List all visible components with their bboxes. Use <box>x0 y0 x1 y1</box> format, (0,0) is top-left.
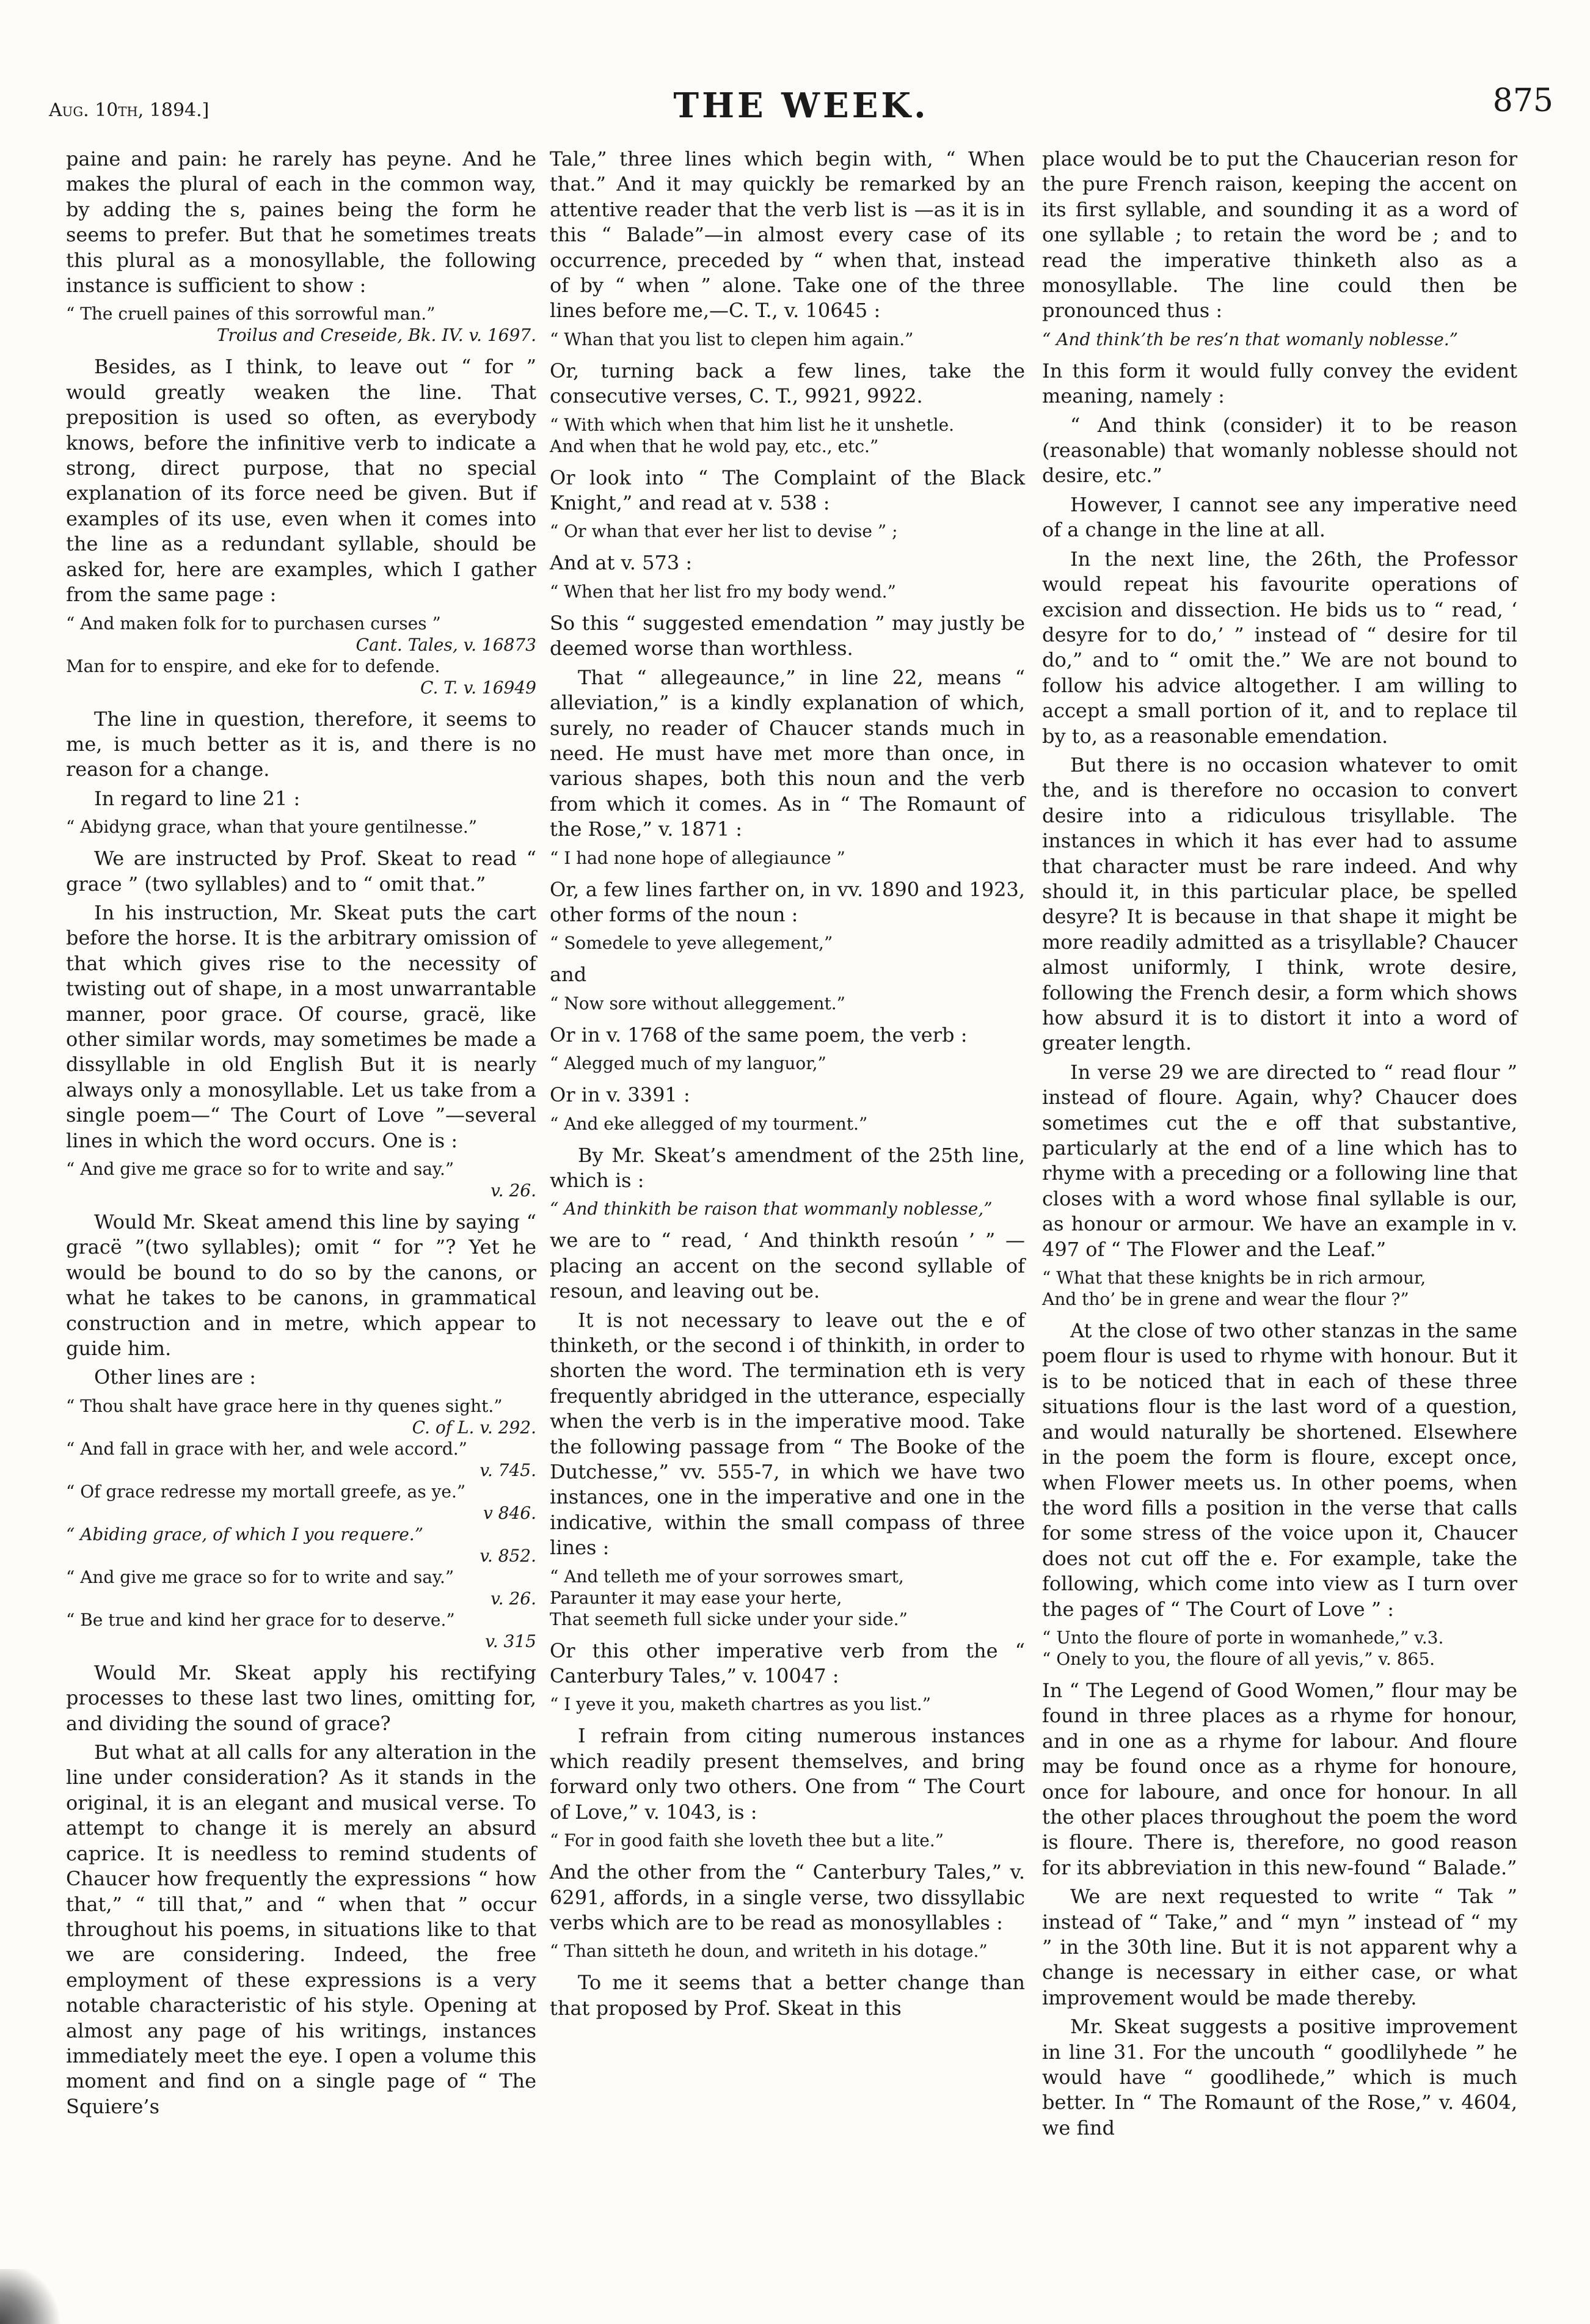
block-quote <box>550 1053 1025 1074</box>
block-quote <box>66 1395 536 1652</box>
block-quote <box>66 303 536 346</box>
quote-line: “ What that these knights be in rich armour, <box>1042 1268 1426 1288</box>
column-1 <box>66 147 536 2123</box>
quote-line: “ And eke allegged of my tourment.” <box>550 1113 868 1134</box>
quote-line: And when that he wold pay, etc., etc.” <box>550 436 879 456</box>
quote-line: “ Onely to you, the floure of all yevis,” v. 865. <box>1042 1648 1435 1669</box>
quote-line: “ And give me grace so for to write and say.” <box>66 1566 454 1587</box>
paragraph: we are to “ read, ‘ And thinkth resoún ’ ” —placing an accent on the second syllable of resoun, and leaving out be. <box>550 1229 1025 1303</box>
page-header <box>49 82 1553 137</box>
paragraph: Would Mr. Skeat apply his rectifying processes to these last two lines, omitting for, and dividing the sound of grace? <box>66 1661 536 1735</box>
block-quote <box>66 816 536 838</box>
publication-title: THE WEEK. <box>673 86 929 126</box>
block-quote <box>550 521 1025 542</box>
paragraph: We are next requested to write “ Tak ” instead of “ Take,” and “ myn ” instead of “ my ” in the 30th line. But it is not apparent why a change is necessary in either case, or what improvement would be made thereby. <box>1042 1885 1517 2009</box>
column-2 <box>550 147 1025 2025</box>
paragraph: It is not necessary to leave out the e of thinketh, or the second i of thinkith, in order to shorten the word. The termination eth is very frequently abridged in the utterance, especially when the verb is in the imperative mood. Take the following passage from “ The Booke of the Dutchesse,” vv. 555-7, in which we have two instances, one in the imperative and one in the indicative, within the small compass of three lines : <box>550 1308 1025 1560</box>
block-quote <box>550 1566 1025 1630</box>
paragraph: In regard to line 21 : <box>94 786 301 810</box>
paragraph: At the close of two other stanzas in the same poem flour is used to rhyme with honour. But it is to be noticed that in each of these three situations flour is the last word of a question, and would naturally be shortened. Elsewhere in the poem the form is floure, except once, when Flower meets us. In other poems, when the word fills a position in the verse that calls for some stress of the voice upon it, Chaucer does not cut off the e. For example, take the following, which come into view as I turn over the pages of “ The Court of Love ” : <box>1042 1319 1517 1621</box>
paragraph: Or, a few lines farther on, in vv. 1890 and 1923, other forms of the noun : <box>550 877 1025 926</box>
paragraph: Tale,” three lines which begin with, “ When that.” And it may quickly be remarked by an attentive reader that the verb list is —as it is in this “ Balade”—in almost every case of its occurrence, preceded by “ when that, instead of by “ when ” alone. Take one of the three lines before me,—C. T., v. 10645 : <box>550 147 1025 323</box>
quote-reference: v. 26. <box>490 1588 536 1609</box>
block-quote <box>66 1158 536 1201</box>
block-quote <box>1042 1627 1517 1670</box>
quote-line: That seemeth full sicke under your side.” <box>550 1609 908 1629</box>
quote-line: “ Or whan that ever her list to devise ” ; <box>550 521 898 542</box>
paragraph: That “ allegeaunce,” in line 22, means “ alleviation,” is a kindly explanation of which, surely, no reader of Chaucer stands much in need. He must have met more than once, in various shapes, both this noun and the verb from which it comes. As in “ The Romaunt of the Rose,” v. 1871 : <box>550 665 1025 841</box>
quote-reference: v. 852. <box>480 1545 536 1566</box>
quote-line: “ Alegged much of my languor,” <box>550 1053 826 1074</box>
paragraph: And the other from the “ Canterbury Tales,” v. 6291, affords, in a single verse, two dissyllabic verbs which are to be read as monosyllables : <box>550 1860 1025 1934</box>
block-quote <box>550 329 1025 350</box>
quote-line: “ And think’th be res’n that womanly noblesse.” <box>1042 329 1458 349</box>
paragraph: To me it seems that a better change than that proposed by Prof. Skeat in this <box>550 1971 1025 2020</box>
page-corner-shadow <box>0 2269 67 2324</box>
quote-reference: C. of L. v. 292. <box>412 1417 536 1438</box>
block-quote <box>550 414 1025 457</box>
quote-line: “ And maken folk for to purchasen curses ” <box>66 613 441 634</box>
block-quote <box>550 1940 1025 1962</box>
paragraph: So this “ suggested emendation ” may justly be deemed worse than worthless. <box>550 611 1025 660</box>
quote-line: “ And thinkith be raison that wommanly noblesse,” <box>550 1199 993 1219</box>
quote-reference: v. 26. <box>490 1180 536 1200</box>
quote-line: Paraunter it may ease your herte, <box>550 1587 842 1608</box>
paragraph: In verse 29 we are directed to “ read flour ” instead of floure. Again, why? Chaucer does sometimes cut the e off that substantive, particularly at the end of a line which has to rhyme with a preceding or a following line that closes with a word whose final syllable is our, as honour or armour. We have an example in v. 497 of “ The Flower and the Leaf.” <box>1042 1060 1517 1261</box>
quote-line: “ Somedele to yeve allegement,” <box>550 933 833 954</box>
quote-line: “ When that her list fro my body wend.” <box>550 581 896 602</box>
quote-line: “ I yeve it you, maketh chartres as you list.” <box>550 1694 932 1715</box>
block-quote <box>550 1830 1025 1851</box>
quote-line: “ For in good faith she loveth thee but a lite.” <box>550 1830 944 1851</box>
paragraph: “ And think (consider) it to be reason (reasonable) that womanly noblesse should not desire, etc.” <box>1042 413 1517 488</box>
quote-line: “ Abiding grace, of which I you requere.” <box>66 1524 424 1544</box>
quote-line: “ I had none hope of allegiaunce ” <box>550 847 845 868</box>
paragraph: I refrain from citing numerous instances which readily present themselves, and bring forward only two others. One from “ The Court of Love,” v. 1043, is : <box>550 1724 1025 1824</box>
quote-line: Man for to enspire, and eke for to defende. <box>66 656 440 676</box>
quote-reference: Cant. Tales, v. 16873 <box>356 634 536 655</box>
quote-line: “ The cruell paines of this sorrowful man.” <box>66 304 436 324</box>
quote-line: “ Unto the floure of porte in womanhede,” v.3. <box>1042 1627 1444 1648</box>
quote-line: “ With which when that him list he it unshetle. <box>550 414 955 435</box>
page-number: 875 <box>1492 82 1553 119</box>
paragraph: We are instructed by Prof. Skeat to read “ grace ” (two syllables) and to “ omit that.” <box>66 847 536 896</box>
block-quote <box>550 932 1025 954</box>
quote-line: “ Whan that you list to clepen him again.” <box>550 329 914 349</box>
block-quote <box>550 1198 1025 1219</box>
paragraph: However, I cannot see any imperative need of a change in the line at all. <box>1042 492 1517 542</box>
paragraph: In “ The Legend of Good Women,” flour may be found in three places as a rhyme for honour, and in one as a rhyme for labour. And floure may be found once as a rhyme for honoure, once for laboure, and once for honour. In all the other places throughout the poem the word is floure. There is, therefore, no good reason for its abbreviation in this new-found “ Balade.” <box>1042 1678 1517 1879</box>
paragraph: The line in question, therefore, it seems to me, is much better as it is, and there is no reason for a change. <box>66 707 536 781</box>
quote-reference: v. 315 <box>485 1631 536 1651</box>
paragraph: Or in v. 3391 : <box>550 1083 690 1107</box>
quote-line: “ Be true and kind her grace for to deserve.” <box>66 1609 455 1630</box>
issue-date: Aug. 10th, 1894.] <box>49 100 210 121</box>
quote-reference: C. T. v. 16949 <box>420 677 536 698</box>
block-quote <box>550 993 1025 1014</box>
paragraph: paine and pain: he rarely has peyne. And he makes the plural of each in the common way, by adding the s, paines being the form he seems to prefer. But that he sometimes treats this plural as a monosyllable, the following instance is sufficient to show : <box>66 147 536 298</box>
quote-line: “ Than sitteth he doun, and writeth in his dotage.” <box>550 1941 988 1962</box>
paragraph: Or look into “ The Complaint of the Black Knight,” and read at v. 538 : <box>550 466 1025 515</box>
block-quote <box>550 1113 1025 1135</box>
block-quote <box>1042 329 1517 350</box>
paragraph: Other lines are : <box>94 1365 256 1389</box>
paragraph: And at v. 573 : <box>550 551 693 575</box>
quote-line: “ And give me grace so for to write and say.” <box>66 1159 454 1179</box>
block-quote <box>66 613 536 698</box>
quote-reference: v 846. <box>483 1502 536 1523</box>
quote-line: “ Abidyng grace, whan that youre gentilnesse.” <box>66 817 478 838</box>
paragraph: Or in v. 1768 of the same poem, the verb : <box>550 1023 968 1047</box>
paragraph: and <box>550 963 587 987</box>
quote-reference: Troilus and Creseide, Bk. IV. v. 1697. <box>216 325 536 346</box>
paragraph: place would be to put the Chaucerian reson for the pure French raison, keeping the accent on its first syllable, and sounding it as a word of one syllable ; to retain the word be ; and to read the imperative thinketh also as a monosyllable. The line could then be pronounced thus : <box>1042 147 1517 323</box>
quote-line: “ And fall in grace with her, and wele accord.” <box>66 1438 467 1459</box>
paragraph: Besides, as I think, to leave out “ for ” would greatly weaken the line. That preposition is used so often, as everybody knows, before the infinitive verb to indicate a strong, direct purpose, that no special explanation of its force need be given. But if examples of its use, even when it comes into the line as a redundant syllable, should be asked for, here are examples, which I gather from the same page : <box>66 355 536 607</box>
block-quote <box>1042 1267 1517 1310</box>
paragraph: In the next line, the 26th, the Professor would repeat his favourite operations of excision and dissection. He bids us to “ read, ‘ desyre for to do,’ ” instead of “ desire for til do,” and to “ omit the.” We are not bound to follow his advice altogether. I am willing to accept a small portion of it, and to replace til by to, as a reasonable emendation. <box>1042 547 1517 748</box>
paragraph: Mr. Skeat suggests a positive improvement in line 31. For the uncouth “ goodlilyhede ” he would have “ goodlihede,” which is much better. In “ The Romaunt of the Rose,” v. 4604, we find <box>1042 2015 1517 2139</box>
paragraph: Or this other imperative verb from the “ Canterbury Tales,” v. 10047 : <box>550 1639 1025 1688</box>
quote-line: And tho’ be in grene and wear the flour ?” <box>1042 1289 1409 1310</box>
block-quote <box>550 581 1025 602</box>
block-quote <box>550 1694 1025 1715</box>
quote-reference: v. 745. <box>480 1460 536 1480</box>
paragraph: In his instruction, Mr. Skeat puts the cart before the horse. It is the arbitrary omission of that which gives rise to the necessity of twisting out of shape, in a most unwarrantable manner, poor grace. Of course, gracë, like other similar words, may sometimes be made a dissyllable in old English But it is nearly always only a monosyllable. Let us take from a single poem—“ The Court of Love ”—several lines in which the word occurs. One is : <box>66 901 536 1152</box>
paragraph: By Mr. Skeat’s amendment of the 25th line, which is : <box>550 1143 1025 1192</box>
paragraph: But what at all calls for any alteration in the line under consideration? As it stands in the original, it is an elegant and musical verse. To attempt to change it is merely an absurd caprice. It is needless to remind students of Chaucer how frequently the expressions “ how that,” “ till that,” and “ when that ” occur throughout his poems, in situations like to that we are considering. Indeed, the free employment of these expressions is a very notable characteristic of his style. Opening at almost any page of his writings, instances immediately meet the eye. I open a volume this moment and find on a single page of “ The Squiere’s <box>66 1741 536 2118</box>
quote-line: “ And telleth me of your sorrowes smart, <box>550 1566 904 1587</box>
paragraph: Would Mr. Skeat amend this line by saying “ gracë ”(two syllables); omit “ for ”? Yet he would be bound to do so by the canons, or what he takes to be canons, in grammatical construction and in metre, which appear to guide him. <box>66 1210 536 1361</box>
paragraph: In this form it would fully convey the evident meaning, namely : <box>1042 359 1517 408</box>
column-3 <box>1042 147 1517 2144</box>
paragraph: But there is no occasion whatever to omit the, and is therefore no occasion to convert desire into a ridiculous trisyllable. The instances in which it has ever had to assume that character must be rare indeed. And why should it, in this particular place, be spelled desyre? It is because in that shape it might be more readily admitted as a trisyllable? Chaucer almost uniformly, I think, wrote desire, following the French desir, a form which shows how absurd it is to distort it into a word of greater length. <box>1042 753 1517 1055</box>
quote-line: “ Thou shalt have grace here in thy quenes sight.” <box>66 1395 503 1416</box>
paragraph: Or, turning back a few lines, take the consecutive verses, C. T., 9921, 9922. <box>550 359 1025 408</box>
block-quote <box>550 847 1025 869</box>
quote-line: “ Now sore without alleggement.” <box>550 993 845 1014</box>
quote-line: “ Of grace redresse my mortall greefe, as ye.” <box>66 1481 466 1502</box>
